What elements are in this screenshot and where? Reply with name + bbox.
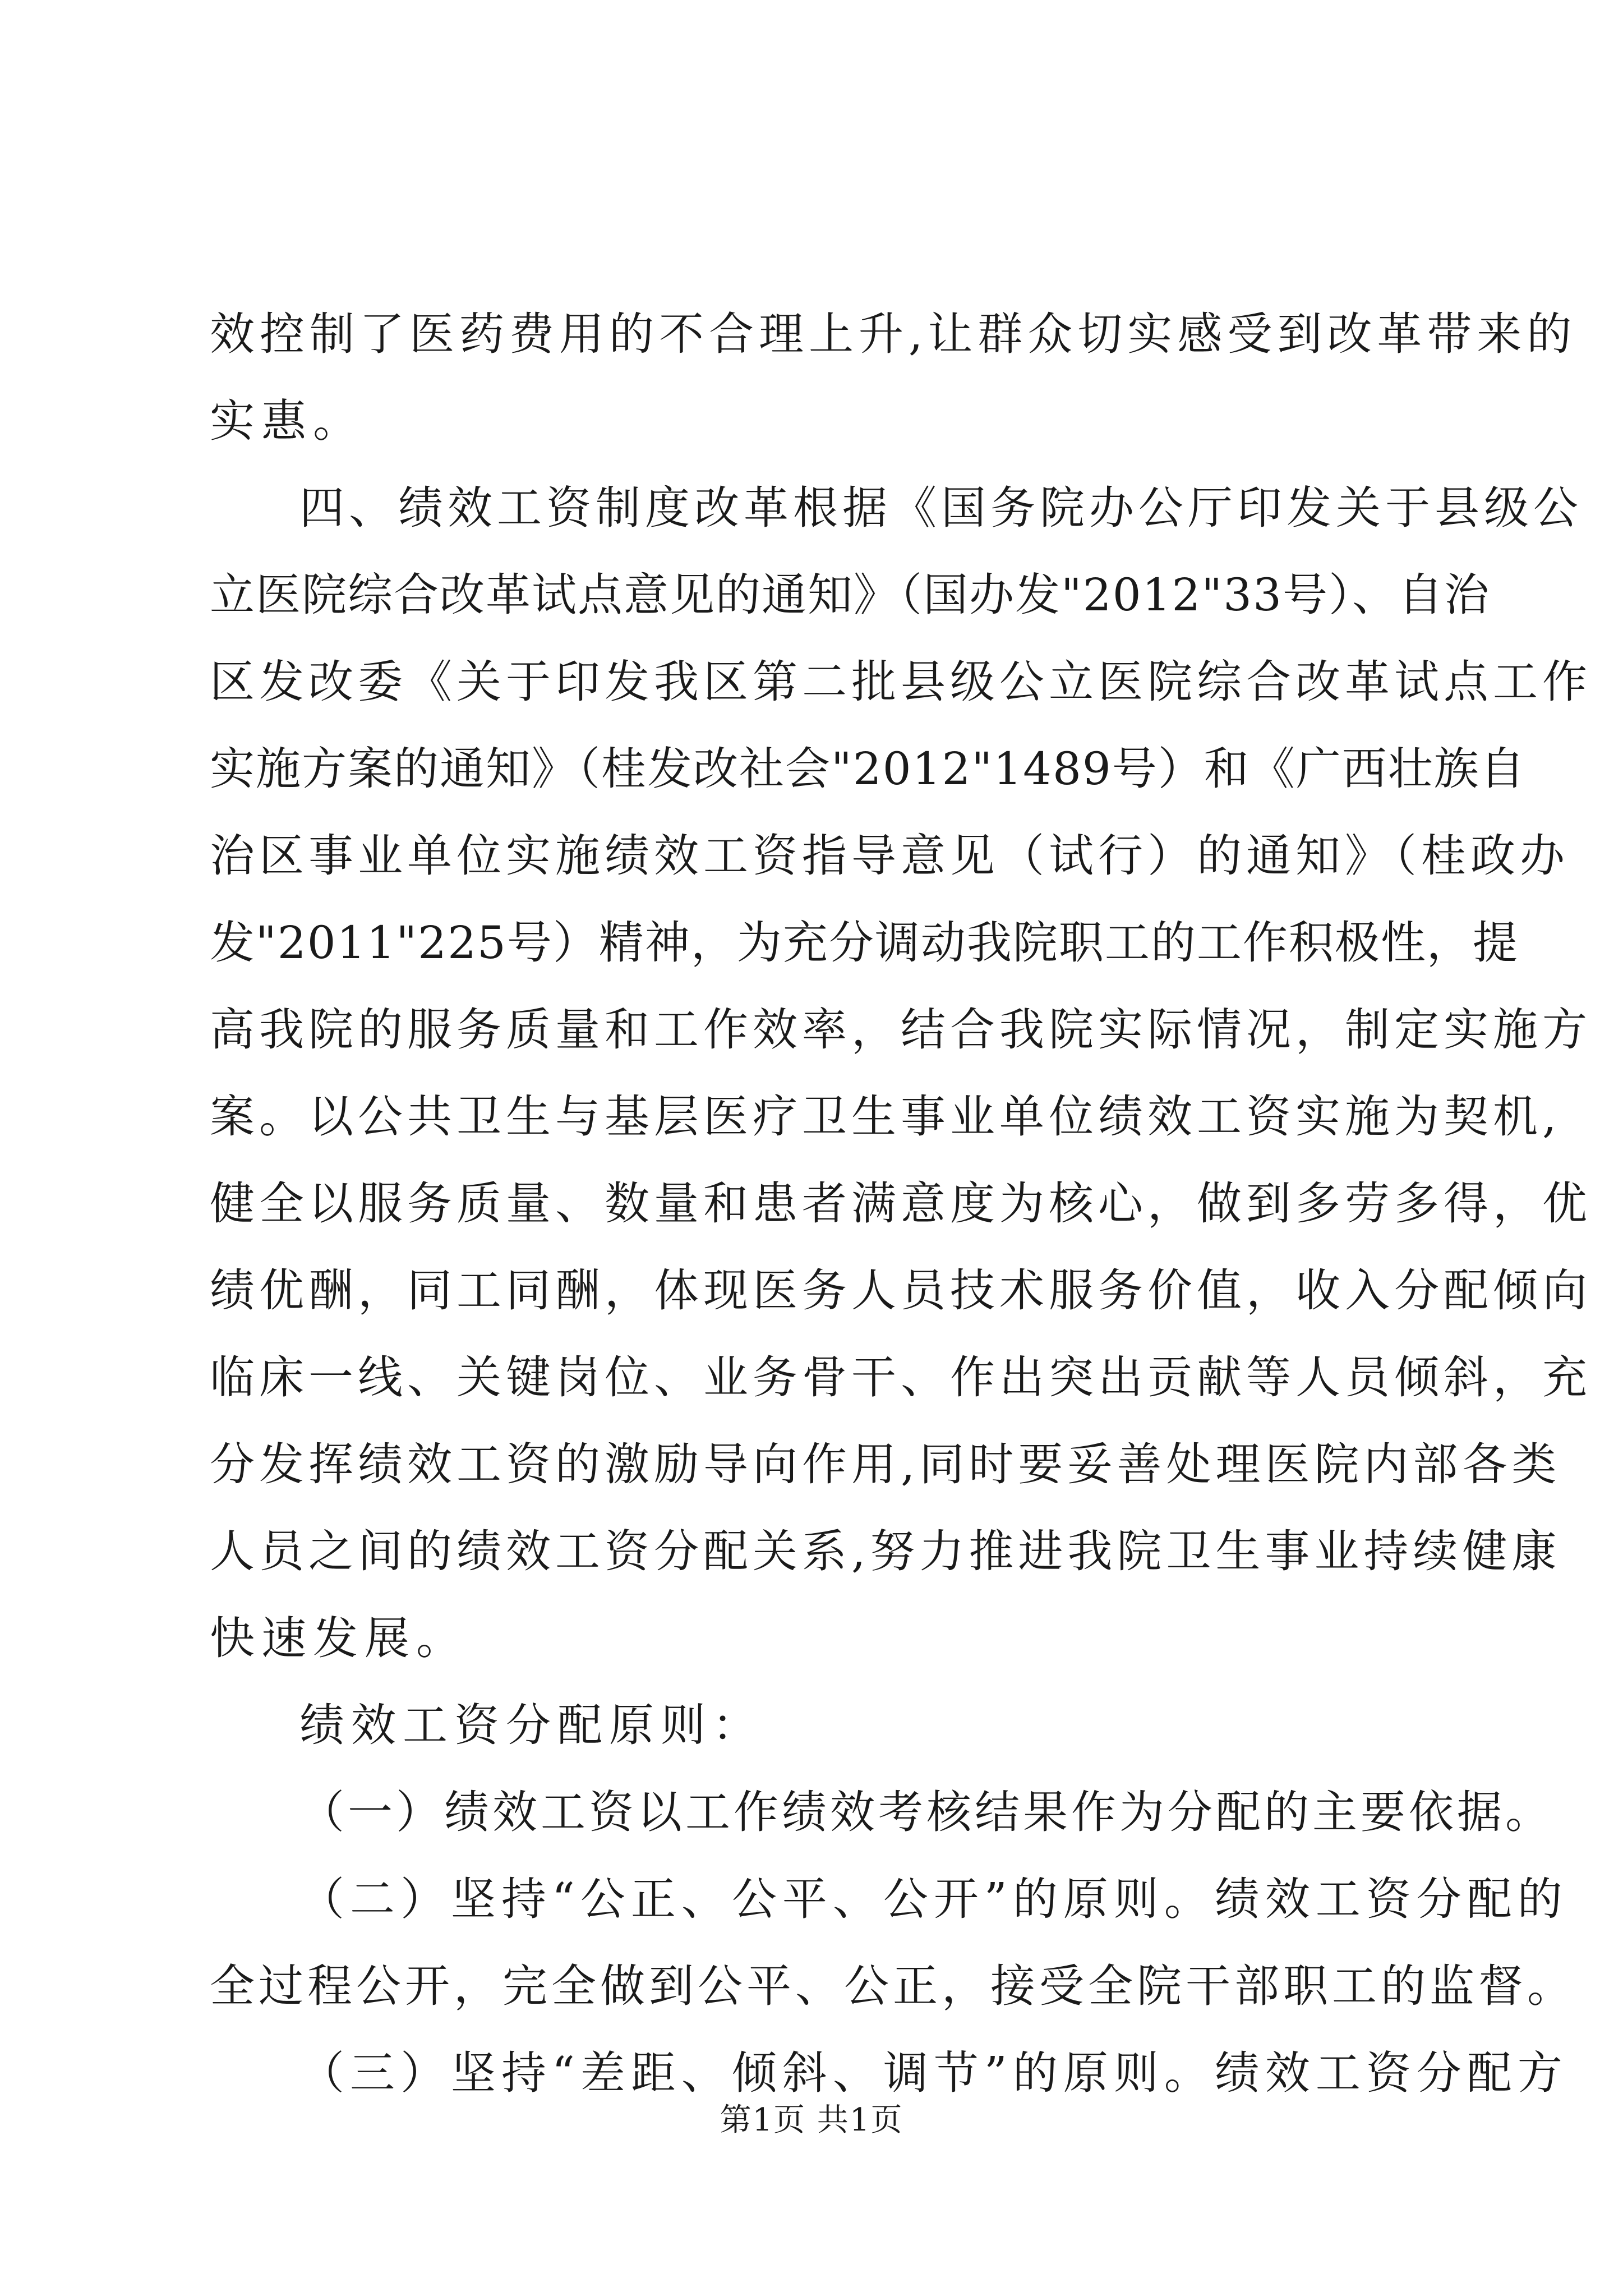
text-line: 健全以服务质量、数量和患者满意度为核心，做到多劳多得，优 <box>210 1177 1592 1230</box>
text-line: （二）坚持“公正、公平、公开”的原则。绩效工资分配的 <box>299 1873 1568 1925</box>
text-line: 发"2011"225号）精神，为充分调动我院职工的工作积极性，提 <box>210 917 1519 969</box>
text-line: 实施方案的通知》（桂发改社会"2012"1489号）和《广西壮族自 <box>210 743 1526 795</box>
text-line: 快速发展。 <box>210 1612 468 1664</box>
page-number-footer: 第1页 共1页 <box>720 2102 903 2138</box>
text-line: （三）坚持“差距、倾斜、调节”的原则。绩效工资分配方 <box>299 2047 1568 2099</box>
text-line: 案。以公共卫生与基层医疗卫生事业单位绩效工资实施为契机, <box>210 1091 1561 1143</box>
text-line: 分发挥绩效工资的激励导向作用,同时要妥善处理医院内部各类 <box>210 1438 1561 1490</box>
text-line: 高我院的服务质量和工作效率，结合我院实际情况，制定实施方 <box>210 1004 1592 1056</box>
text-line: 全过程公开，完全做到公平、公正，接受全院干部职工的监督。 <box>210 1960 1576 2012</box>
text-line: 区发改委《关于印发我区第二批县级公立医院综合改革试点工作 <box>210 656 1592 708</box>
text-line: （一）绩效工资以工作绩效考核结果作为分配的主要依据。 <box>299 1786 1553 1838</box>
text-line: 四、绩效工资制度改革根据《国务院办公厅印发关于县级公 <box>299 482 1583 534</box>
text-line: 治区事业单位实施绩效工资指导意见（试行）的通知》（桂政办 <box>210 830 1569 882</box>
text-line: 立医院综合改革试点意见的通知》（国办发"2012"33号）、自治 <box>210 569 1490 621</box>
section-heading: 绩效工资分配原则： <box>299 1699 764 1751</box>
text-line: 效控制了医药费用的不合理上升,让群众切实感受到改革带来的 <box>210 308 1577 360</box>
text-line: 实惠。 <box>210 395 365 447</box>
text-line: 人员之间的绩效工资分配关系,努力推进我院卫生事业持续健康 <box>210 1525 1561 1577</box>
text-line: 临床一线、关键岗位、业务骨干、作出突出贡献等人员倾斜，充 <box>210 1351 1592 1404</box>
document-body <box>210 291 1592 2116</box>
text-line: 绩优酬，同工同酬，体现医务人员技术服务价值，收入分配倾向 <box>210 1264 1592 1317</box>
